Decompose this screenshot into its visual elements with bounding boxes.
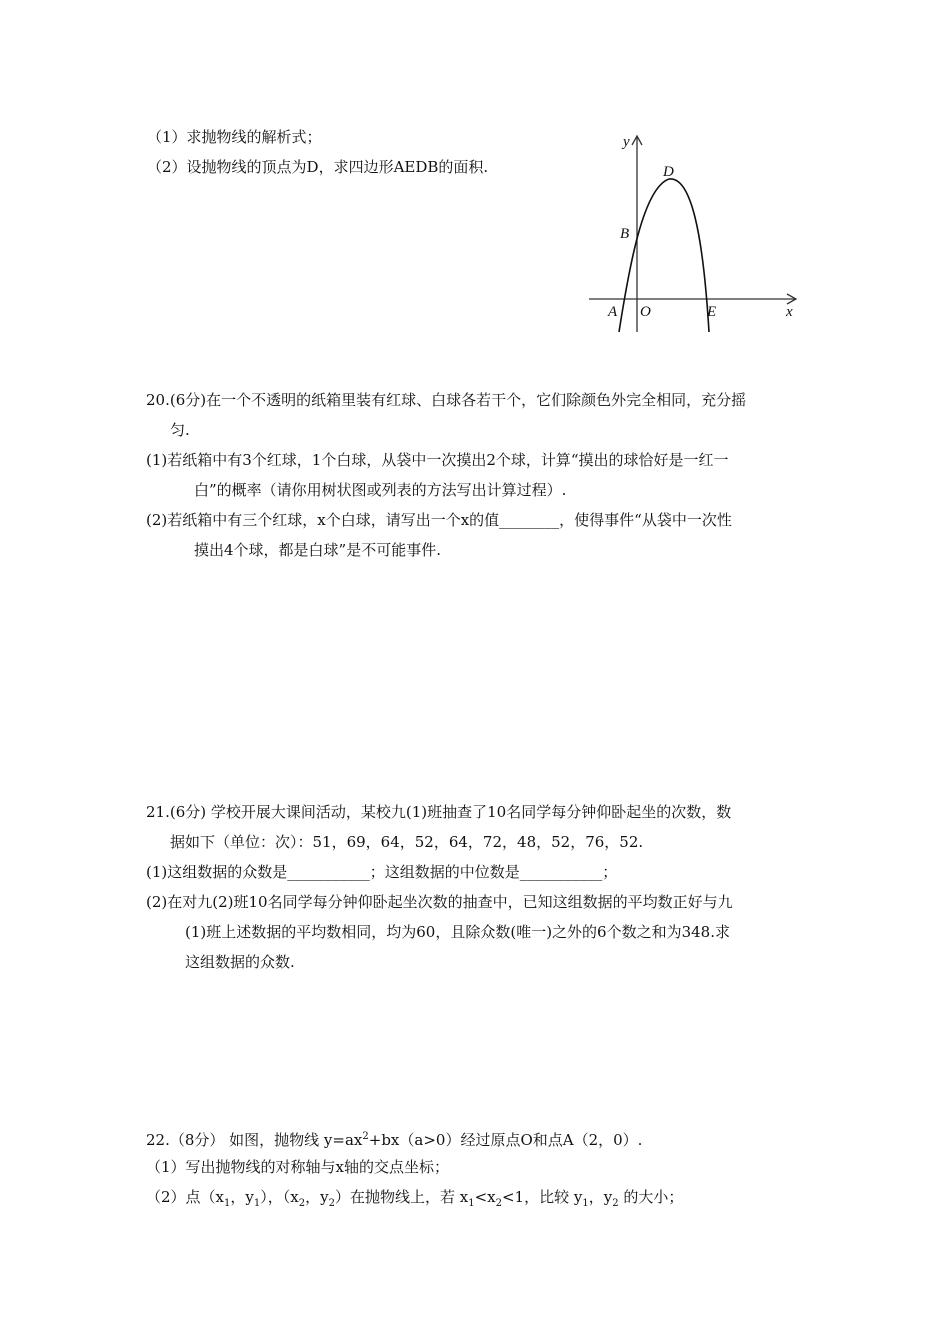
q22-exponent: 2: [362, 1131, 369, 1142]
q22-line1: [146, 1127, 642, 1150]
q22-line1-text-b: +bx（a>0）经过原点O和点A（2，0）.: [368, 1131, 643, 1149]
q20-line3: (1)若纸箱中有3个红球，1个白球，从袋中一次摸出2个球，计算“摸出的球恰好是一红一: [146, 451, 729, 469]
x-axis-label: x: [786, 304, 793, 320]
q22-line2: （1）写出抛物线的对称轴与x轴的交点坐标；: [146, 1158, 450, 1176]
q21-line1: 21.(6分) 学校开展大课间活动，某校九(1)班抽查了10名同学每分钟仰卧起坐的次数，数: [146, 803, 732, 821]
q19-part1: （1）求抛物线的解析式；: [147, 128, 322, 146]
origin-label: O: [640, 304, 651, 320]
q22-l3-s8: 2: [612, 1198, 619, 1209]
q22-l3-a: （2）点（x: [146, 1188, 225, 1206]
q20-line1: 20.(6分)在一个不透明的纸箱里装有红球、白球各若干个，它们除颜色外完全相同，充分摇: [146, 391, 747, 409]
y-axis-label: y: [623, 134, 630, 150]
q21-line5: (1)班上述数据的平均数相同，均为60，且除众数(唯一)之外的6个数之和为348.求: [185, 923, 730, 941]
q22-l3-s7: 1: [582, 1198, 589, 1209]
q22-l3-c: ），（x: [260, 1188, 299, 1206]
parabola-curve: [619, 179, 709, 332]
q22-l3-s6: 2: [495, 1198, 502, 1209]
q20-line5: (2)若纸箱中有三个红球，x个白球，请写出一个x的值________，使得事件“从袋中一次性: [146, 511, 732, 529]
point-a-label: A: [608, 304, 618, 320]
q20-line2: 匀.: [170, 421, 190, 439]
q21-line4: (2)在对九(2)班10名同学每分钟仰卧起坐次数的抽查中，已知这组数据的平均数正好与九: [146, 893, 733, 911]
q22-l3-s1: 1: [224, 1198, 231, 1209]
q22-l3-s2: 1: [253, 1198, 261, 1209]
q22-l3-d: ，y: [305, 1188, 329, 1206]
parabola-figure: [583, 128, 803, 334]
q21-line3: (1)这组数据的众数是___________；这组数据的中位数是___________；: [146, 863, 618, 881]
q21-line2: 据如下（单位：次）：51，69，64，52，64，72，48，52，76，52.: [170, 833, 644, 851]
q22-l3-h: ，y: [588, 1188, 613, 1206]
q21-line6: 这组数据的众数.: [185, 953, 295, 971]
point-d-label: D: [663, 164, 674, 180]
q22-l3-g: <1，比较 y: [501, 1188, 583, 1206]
q20-line4: 白”的概率（请你用树状图或列表的方法写出计算过程）.: [194, 481, 567, 499]
q20-line6: 摸出4个球，都是白球”是不可能事件.: [194, 541, 441, 559]
q22-line3: [146, 1187, 683, 1214]
point-b-label: B: [620, 226, 630, 242]
q22-l3-f: <x: [474, 1188, 496, 1206]
q22-l3-e: ）在抛物线上，若 x: [334, 1188, 469, 1206]
q22-l3-s3: 2: [298, 1198, 306, 1209]
q22-l3-s5: 1: [468, 1198, 475, 1209]
q22-l3-s4: 2: [328, 1198, 335, 1209]
q22-l3-i: 的大小；: [618, 1188, 684, 1206]
q19-part2: （2）设抛物线的顶点为D，求四边形AEDB的面积.: [147, 158, 489, 176]
point-e-label: E: [707, 304, 717, 320]
q22-line1-text-a: 22.（8分） 如图，抛物线 y=ax: [146, 1131, 363, 1149]
q22-l3-b: ，y: [230, 1188, 254, 1206]
